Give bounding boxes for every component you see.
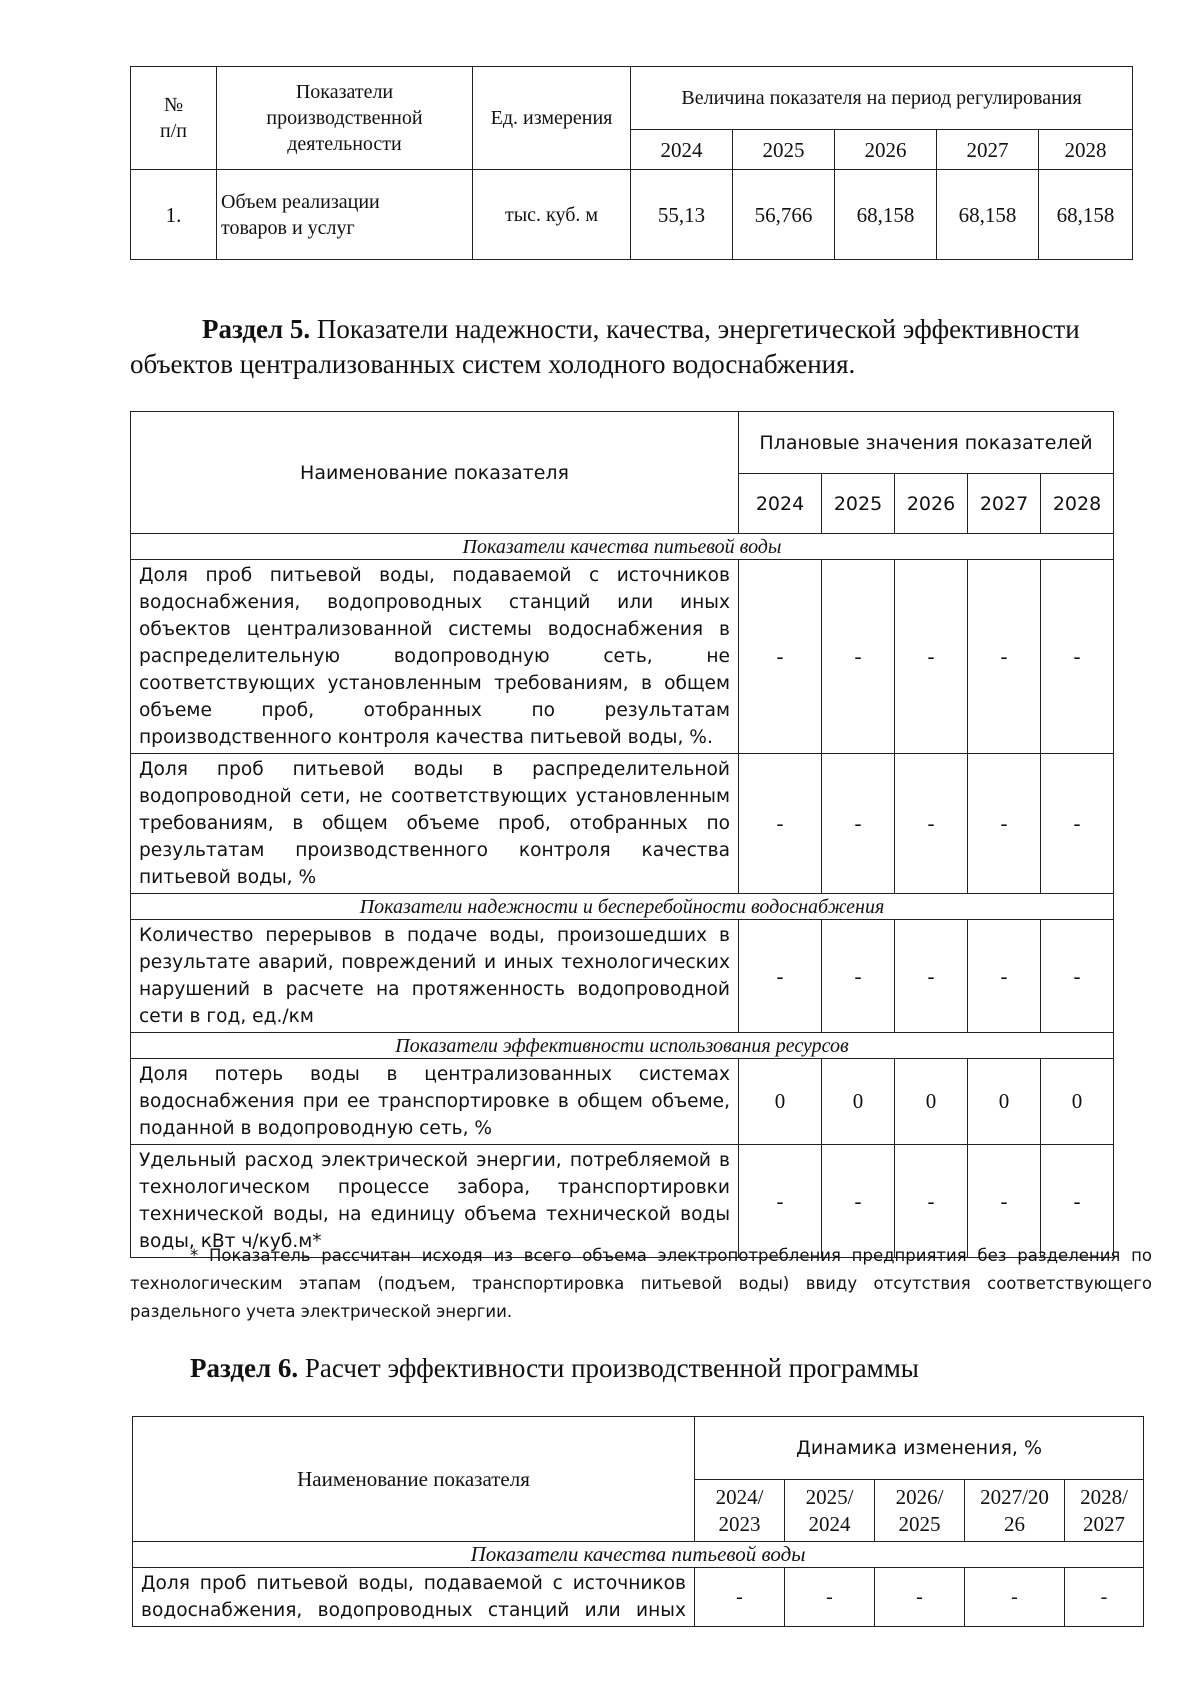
section-6-label: Раздел 6. — [190, 1353, 299, 1383]
row-name: Объем реализации товаров и услуг — [217, 170, 473, 260]
year-header: 2025 — [733, 130, 835, 170]
group-title: Показатели надежности и бесперебойности водоснабжения — [131, 894, 1114, 920]
indicator-value: - — [822, 560, 895, 754]
footnote: * Показатель рассчитан исходя из всего объема электропотребления предприятия без разделения по технологическим этапам (подъем, транспортировка питьевой воды) ввиду отсутствия соответствующего раздельного учета электрической энергии. — [130, 1246, 1152, 1321]
row-value: 68,158 — [835, 170, 937, 260]
group-title: Показатели качества питьевой воды — [133, 1542, 1144, 1568]
indicator-value: - — [968, 754, 1041, 894]
indicator-name: Доля потерь воды в централизованных системах водоснабжения при ее транспортировке в общем объеме, поданной в водопроводную сеть, % — [131, 1059, 739, 1145]
row-value: 68,158 — [937, 170, 1039, 260]
header-indicator-name: Наименование показателя — [131, 412, 739, 534]
row-num: 1. — [131, 170, 217, 260]
indicator-value: - — [785, 1568, 875, 1627]
period-header: 2024/ 2023 — [695, 1480, 785, 1542]
indicator-value: - — [739, 1145, 822, 1258]
indicator-value: - — [1041, 754, 1114, 894]
header-indicator-name: Наименование показателя — [133, 1417, 695, 1542]
indicator-value: - — [895, 754, 968, 894]
year-header: 2028 — [1041, 474, 1114, 534]
indicator-value: 0 — [895, 1059, 968, 1145]
section-5-text: Показатели надежности, качества, энергетической эффективности объектов централизованных систем холодного водоснабжения. — [130, 314, 1080, 379]
indicator-value: 0 — [968, 1059, 1041, 1145]
section-5-label: Раздел 5. — [202, 314, 311, 344]
year-header: 2025 — [822, 474, 895, 534]
efficiency-dynamics-table — [132, 1416, 1144, 1627]
header-num: № п/п — [131, 67, 217, 170]
period-header: 2027/20 26 — [965, 1480, 1065, 1542]
indicator-value: 0 — [739, 1059, 822, 1145]
indicator-name: Доля проб питьевой воды, подаваемой с источников водоснабжения, водопроводных станций или иных — [133, 1568, 695, 1627]
indicator-name: Удельный расход электрической энергии, потребляемой в технологическом процессе забора, транспортировки технической воды, на единицу объема технической воды воды, кВт ч/куб.м* — [131, 1145, 739, 1258]
indicator-value: - — [968, 920, 1041, 1033]
indicator-value: - — [822, 1145, 895, 1258]
row-value: 56,766 — [733, 170, 835, 260]
period-header: 2025/ 2024 — [785, 1480, 875, 1542]
header-unit: Ед. измерения — [473, 67, 631, 170]
header-period: Величина показателя на период регулирования — [631, 67, 1133, 130]
year-header: 2027 — [968, 474, 1041, 534]
row-value: 55,13 — [631, 170, 733, 260]
period-header: 2028/ 2027 — [1065, 1480, 1144, 1542]
table-row — [131, 1059, 1114, 1145]
indicator-value: - — [739, 560, 822, 754]
indicator-value: - — [1041, 920, 1114, 1033]
indicator-value: - — [968, 1145, 1041, 1258]
indicator-name: Доля проб питьевой воды в распределительной водопроводной сети, не соответствующих установленным требованиям, в общем объеме проб, отобранных по результатам производственного контроля качества питьевой воды, % — [131, 754, 739, 894]
indicator-value: - — [695, 1568, 785, 1627]
reliability-indicators-table — [130, 411, 1114, 1258]
indicator-value: - — [875, 1568, 965, 1627]
group-title: Показатели эффективности использования ресурсов — [131, 1033, 1114, 1059]
indicator-value: - — [1041, 560, 1114, 754]
table-row — [131, 920, 1114, 1033]
row-value: 68,158 — [1039, 170, 1133, 260]
table-row — [133, 1568, 1144, 1627]
year-header: 2024 — [739, 474, 822, 534]
year-header: 2028 — [1039, 130, 1133, 170]
section-6-text: Расчет эффективности производственной программы — [298, 1353, 919, 1383]
year-header: 2026 — [895, 474, 968, 534]
header-indicators: Показатели производственной деятельности — [217, 67, 473, 170]
indicator-value: - — [895, 560, 968, 754]
table-row — [131, 1145, 1114, 1258]
indicator-value: - — [895, 920, 968, 1033]
indicator-value: 0 — [822, 1059, 895, 1145]
year-header: 2026 — [835, 130, 937, 170]
table-row — [131, 754, 1114, 894]
indicator-value: - — [739, 920, 822, 1033]
year-header: 2024 — [631, 130, 733, 170]
indicator-value: - — [822, 920, 895, 1033]
section-5-heading — [130, 312, 1170, 382]
section-6-heading — [190, 1351, 1090, 1386]
indicator-value: - — [739, 754, 822, 894]
indicator-value: - — [895, 1145, 968, 1258]
indicator-value: - — [968, 560, 1041, 754]
table-row — [131, 560, 1114, 754]
period-header: 2026/ 2025 — [875, 1480, 965, 1542]
indicator-value: - — [1041, 1145, 1114, 1258]
indicator-value: - — [965, 1568, 1065, 1627]
indicator-value: 0 — [1041, 1059, 1114, 1145]
indicator-name: Количество перерывов в подаче воды, произошедших в результате аварий, повреждений и иных технологических нарушений в расчете на протяженность водопроводной сети в год, ед./км — [131, 920, 739, 1033]
year-header: 2027 — [937, 130, 1039, 170]
indicator-value: - — [1065, 1568, 1144, 1627]
indicator-name: Доля проб питьевой воды, подаваемой с источников водоснабжения, водопроводных станций или иных объектов централизованной системы водоснабжения в распределительную водопроводную сеть, не соответствующих установленным требованиям, в общем объеме проб, отобранных по результатам производственного контроля качества питьевой воды, %. — [131, 560, 739, 754]
indicator-value: - — [822, 754, 895, 894]
production-indicators-table — [130, 66, 1133, 260]
group-title: Показатели качества питьевой воды — [131, 534, 1114, 560]
table-row — [131, 170, 1133, 260]
row-unit: тыс. куб. м — [473, 170, 631, 260]
header-planned-values: Плановые значения показателей — [739, 412, 1114, 474]
header-dynamics: Динамика изменения, % — [695, 1417, 1144, 1480]
